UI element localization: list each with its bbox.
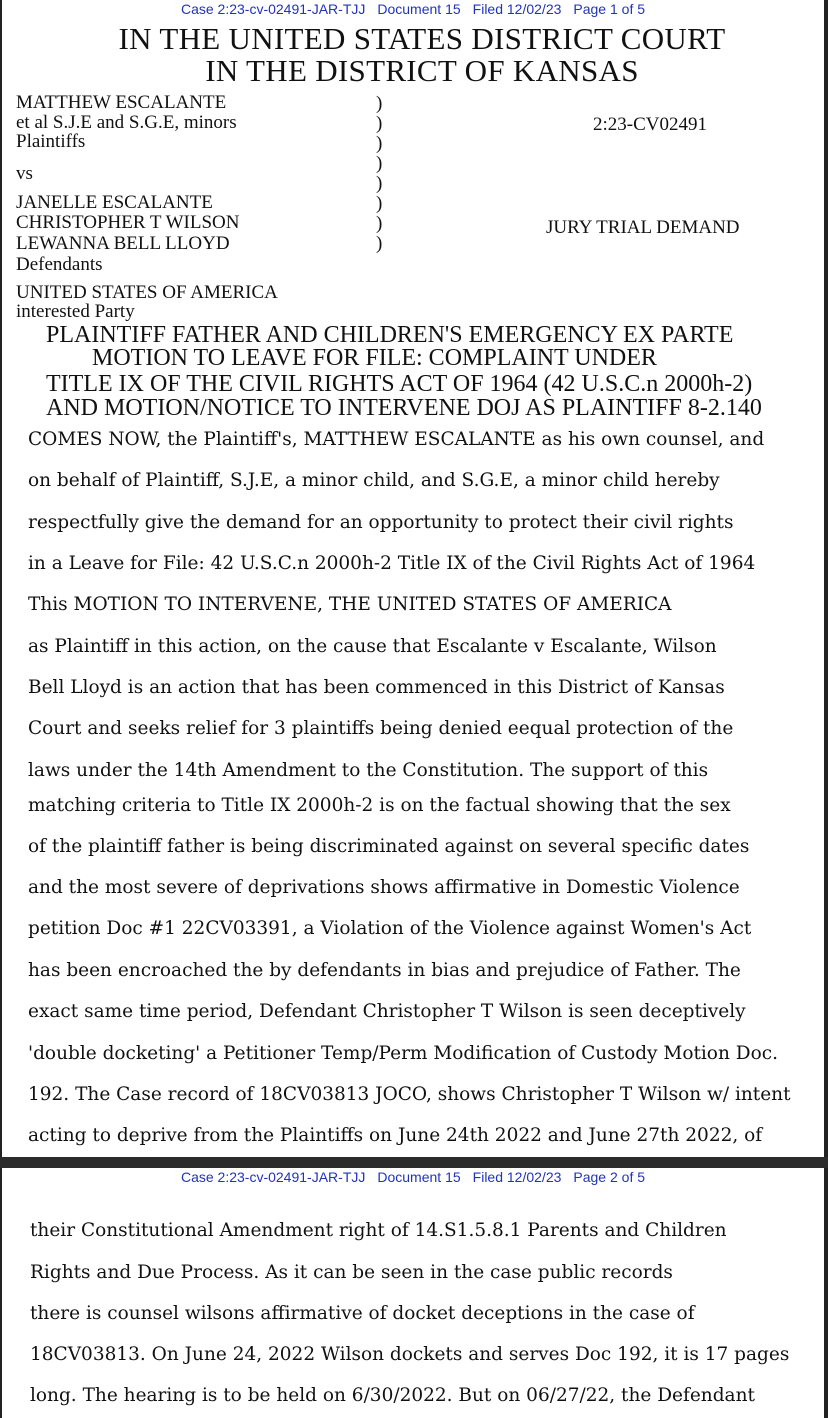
- stamp-document: Document 15: [377, 1169, 461, 1185]
- court-title-line2: IN THE DISTRICT OF KANSAS: [205, 53, 639, 88]
- body-line-3: there is counsel wilsons affirmative of docket deceptions in the case of: [30, 1303, 695, 1324]
- body-line-9: laws under the 14th Amendment to the Constitution. The support of this: [28, 760, 709, 781]
- caption-parentheses: ) ) ) ) ) ) ) ): [376, 93, 383, 254]
- caption-defendant-1: JANELLE ESCALANTE: [16, 192, 213, 213]
- stamp-page: Page 2 of 5: [573, 1169, 646, 1185]
- filing-stamp: [2, 1, 824, 17]
- body-line-5: This MOTION TO INTERVENE, THE UNITED STATES OF AMERICA: [28, 594, 672, 615]
- body-line-7: Bell Lloyd is an action that has been commenced in this District of Kansas: [28, 677, 725, 698]
- body-line-13: petition Doc #1 22CV03391, a Violation of the Violence against Women's Act: [28, 918, 752, 939]
- body-line-18: acting to deprive from the Plaintiffs on June 24th 2022 and June 27th 2022, of: [28, 1125, 763, 1146]
- body-line-12: and the most severe of deprivations shows affirmative in Domestic Violence: [28, 877, 740, 898]
- stamp-filed: Filed 12/02/23: [472, 1169, 562, 1185]
- jury-trial-demand: JURY TRIAL DEMAND: [546, 217, 740, 238]
- stamp-case: Case 2:23-cv-02491-JAR-TJJ: [180, 1169, 366, 1185]
- caption-interested-party: UNITED STATES OF AMERICA: [16, 282, 278, 303]
- body-line-5: long. The hearing is to be held on 6/30/2022. But on 06/27/22, the Defendant: [30, 1385, 755, 1406]
- body-line-6: as Plaintiff in this action, on the cause that Escalante v Escalante, Wilson: [28, 636, 717, 657]
- body-line-10: matching criteria to Title IX 2000h-2 is on the factual showing that the sex: [28, 795, 731, 816]
- body-line-4: 18CV03813. On June 24, 2022 Wilson dockets and serves Doc 192, it is 17 pages: [30, 1344, 790, 1365]
- body-line-3: respectfully give the demand for an opportunity to protect their civil rights: [28, 512, 734, 533]
- body-line-8: Court and seeks relief for 3 plaintiffs being denied eequal protection of the: [28, 718, 734, 739]
- motion-title-line2: MOTION TO LEAVE FOR FILE: COMPLAINT UNDER: [92, 345, 657, 371]
- court-title-line1: IN THE UNITED STATES DISTRICT COURT: [118, 21, 726, 56]
- caption-defendant-2: CHRISTOPHER T WILSON: [16, 212, 240, 233]
- stamp-page: Page 1 of 5: [573, 1, 646, 17]
- body-line-2: Rights and Due Process. As it can be seen in the case public records: [30, 1262, 673, 1283]
- body-line-4: in a Leave for File: 42 U.S.C.n 2000h-2 Title IX of the Civil Rights Act of 1964: [28, 553, 756, 574]
- motion-title-line4: AND MOTION/NOTICE TO INTERVENE DOJ AS PLAINTIFF 8-2.140: [46, 395, 762, 421]
- document-page-2: [0, 1168, 828, 1418]
- body-line-2: on behalf of Plaintiff, S.J.E, a minor child, and S.G.E, a minor child hereby: [28, 470, 720, 491]
- caption-plaintiff-minors: et al S.J.E and S.G.E, minors: [16, 112, 237, 133]
- caption-plaintiffs-label: Plaintiffs: [16, 131, 86, 152]
- body-line-17: 192. The Case record of 18CV03813 JOCO, shows Christopher T Wilson w/ intent: [28, 1084, 791, 1105]
- caption-defendants-label: Defendants: [16, 254, 103, 275]
- body-line-1: COMES NOW, the Plaintiff's, MATTHEW ESCALANTE as his own counsel, and: [28, 429, 765, 450]
- caption-interested-label: interested Party: [16, 301, 135, 322]
- case-number: 2:23-CV02491: [593, 114, 707, 135]
- caption-plaintiff-name: MATTHEW ESCALANTE: [16, 92, 227, 113]
- body-line-16: 'double docketing' a Petitioner Temp/Perm Modification of Custody Motion Doc.: [28, 1043, 778, 1064]
- stamp-filed: Filed 12/02/23: [472, 1, 562, 17]
- body-line-14: has been encroached the by defendants in bias and prejudice of Father. The: [28, 960, 741, 981]
- motion-title-line1: PLAINTIFF FATHER AND CHILDREN'S EMERGENCY EX PARTE: [46, 322, 734, 348]
- body-line-1: their Constitutional Amendment right of 14.S1.5.8.1 Parents and Children: [30, 1220, 727, 1241]
- body-line-15: exact same time period, Defendant Christopher T Wilson is seen deceptively: [28, 1001, 746, 1022]
- filing-stamp: [2, 1169, 824, 1185]
- stamp-document: Document 15: [377, 1, 461, 17]
- body-line-11: of the plaintiff father is being discriminated against on several specific dates: [28, 836, 750, 857]
- motion-title-line3: TITLE IX OF THE CIVIL RIGHTS ACT OF 1964 (42 U.S.C.n 2000h-2): [46, 371, 753, 397]
- caption-vs: vs: [16, 163, 33, 184]
- stamp-case: Case 2:23-cv-02491-JAR-TJJ: [180, 1, 366, 17]
- caption-defendant-3: LEWANNA BELL LLOYD: [16, 233, 230, 254]
